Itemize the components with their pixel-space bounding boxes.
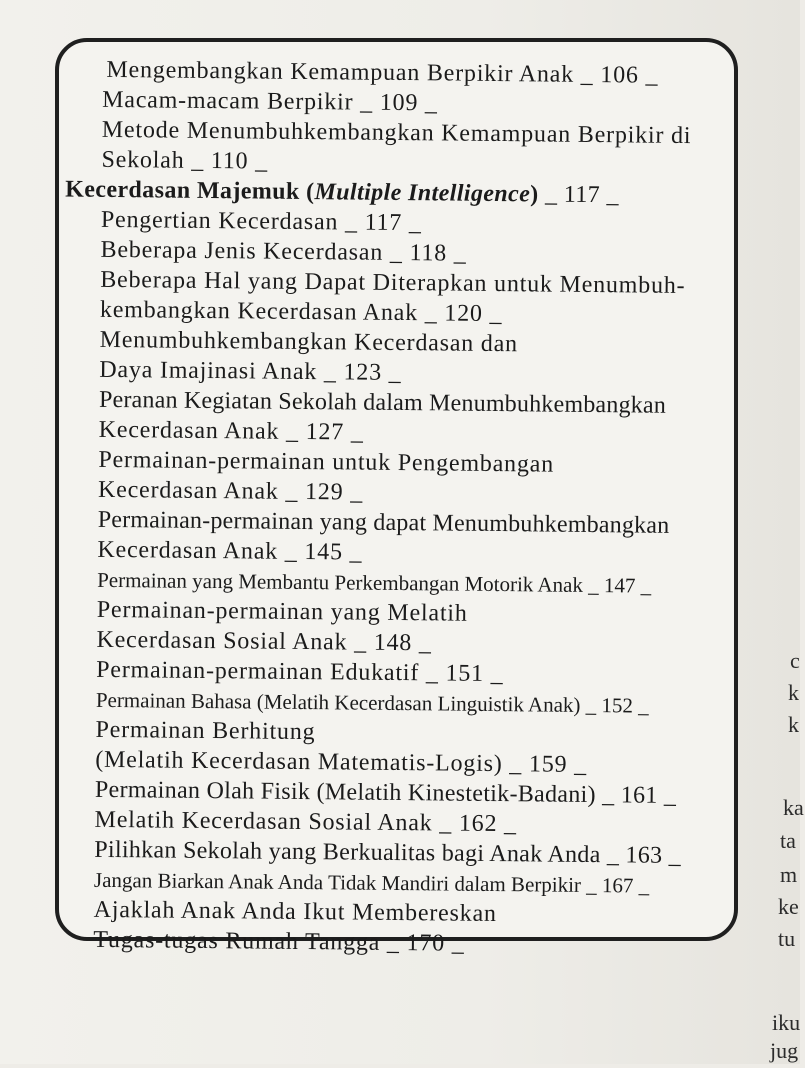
toc-entry: Kecerdasan Sosial Anak _ 148 _ (96, 626, 432, 657)
toc-entry: Mengembangkan Kemampuan Berpikir Anak _ 106 _ (106, 56, 659, 89)
toc-entry: Permainan-permainan Edukatif _ 151 _ (96, 656, 504, 688)
toc-entry: Menumbuhkembangkan Kecerdasan dan (99, 326, 519, 358)
edge-fragment: ke (778, 894, 799, 919)
heading-close: ) (530, 181, 539, 208)
toc-entry: Kecerdasan Anak _ 129 _ (97, 476, 364, 506)
toc-entry: (Melatih Kecerdasan Matematis-Logis) _ 159 _ (95, 746, 588, 778)
toc-entry: Macam-macam Berpikir _ 109 _ (102, 86, 438, 117)
toc-entry: Daya Imajinasi Anak _ 123 _ (99, 356, 402, 387)
edge-fragment: k (788, 680, 799, 705)
toc-entry: kembangkan Kecerdasan Anak _ 120 _ (99, 296, 503, 328)
toc-entry: Jangan Biarkan Anak Anda Tidak Mandiri dalam Berpikir _ 167 _ (93, 867, 650, 898)
toc-entry: Kecerdasan Anak _ 127 _ (98, 416, 364, 446)
edge-fragment: jug (770, 1038, 799, 1063)
edge-fragment: tu (778, 926, 796, 951)
toc-entry: Permainan-permainan untuk Pengembangan (98, 446, 555, 478)
toc-entry: Permainan Berhitung (95, 716, 316, 746)
edge-fragment: ta (780, 828, 796, 853)
toc-entry: Permainan Olah Fisik (Melatih Kinestetik-Badani) _ 161 _ (94, 776, 677, 809)
heading-italic: Multiple Intelligence (314, 179, 531, 208)
toc-entry: Peranan Kegiatan Sekolah dalam Menumbuhkembangkan (98, 386, 667, 419)
edge-fragment: ka (783, 795, 804, 820)
edge-fragment: m (780, 862, 798, 887)
toc-entry: Permainan yang Membantu Perkembangan Motorik Anak _ 147 _ (97, 567, 652, 598)
toc-entry: Permainan-permainan yang Melatih (96, 596, 468, 627)
heading-plain: Kecerdasan Majemuk ( (65, 176, 315, 206)
toc-entry: Pilihkan Sekolah yang Berkualitas bagi Anak Anda _ 163 _ (94, 836, 682, 869)
edge-fragment: c (790, 648, 800, 673)
toc-entry: Sekolah _ 110 _ (101, 146, 269, 175)
edge-fragment: iku (772, 1010, 801, 1035)
toc-entry: Permainan Bahasa (Melatih Kecerdasan Linguistik Anak) _ 152 _ (95, 687, 649, 718)
heading-page: _ 117 _ (544, 181, 620, 209)
toc-entry: Beberapa Jenis Kecerdasan _ 118 _ (100, 236, 467, 267)
toc-entry: Tugas-tugas Rumah Tangga _ 170 _ (93, 926, 465, 957)
toc-entry: Beberapa Hal yang Dapat Diterapkan untuk Menumbuh- (100, 266, 686, 299)
toc-entry: Ajaklah Anak Anda Ikut Membereskan (93, 896, 497, 928)
edge-fragment: k (788, 712, 799, 737)
toc-entry: Kecerdasan Anak _ 145 _ (97, 536, 363, 566)
toc-entry: Permainan-permainan yang dapat Menumbuhkembangkan (97, 506, 670, 539)
toc-entry: Pengertian Kecerdasan _ 117 _ (100, 206, 422, 237)
toc-entry: Melatih Kecerdasan Sosial Anak _ 162 _ (94, 806, 518, 838)
toc-entry: Metode Menumbuhkembangkan Kemampuan Berpikir di (101, 116, 692, 150)
